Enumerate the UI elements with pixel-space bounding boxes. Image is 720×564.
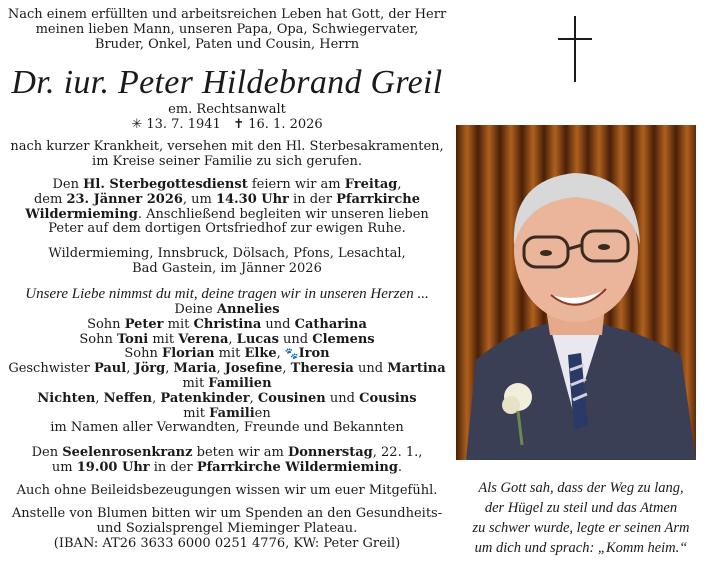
mourner-name: Toni [117, 331, 149, 347]
death-notice-line: nach kurzer Krankheit, versehen mit den Hl. Sterbesakramenten, [10, 139, 444, 154]
paw-print-icon: 🐾 [284, 347, 299, 361]
text: Den [52, 177, 84, 192]
service-place: Pfarrkirche [336, 191, 421, 207]
donation-line: Anstelle von Blumen bitten wir um Spenden an den Gesundheits- [11, 506, 443, 521]
text: und [261, 316, 295, 332]
service-name: Hl. Sterbegottesdienst [83, 177, 248, 192]
text: Sohn [124, 346, 162, 362]
cross-icon [558, 16, 592, 82]
funeral-line-4: Peter auf dem dortigen Ortsfriedhof zur ewigen Ruhe. [48, 221, 406, 237]
funeral-notice [4, 178, 450, 237]
intro-text [4, 8, 450, 52]
text: , [282, 361, 291, 377]
rosary-line-2 [4, 461, 450, 476]
places-line: Wildermieming, Innsbruck, Dölsach, Pfons, Lesachtal, [48, 246, 406, 261]
mourner-name: Neffen [103, 390, 153, 406]
mourner-son [4, 347, 450, 362]
mourner-son [4, 333, 450, 348]
text: , [152, 390, 161, 406]
mourner-name: Lucas [236, 331, 279, 347]
death-notice-line: im Kreise seiner Familie zu sich gerufen. [92, 153, 362, 169]
text: Den [31, 445, 63, 460]
life-dates [4, 118, 450, 133]
text: und [353, 361, 388, 377]
service-place: Wildermieming [25, 206, 138, 222]
mourner-son [4, 318, 450, 333]
text: mit [182, 375, 209, 391]
text: und [278, 331, 313, 347]
portrait-photo [456, 125, 696, 460]
mourner-siblings [4, 362, 450, 377]
farewell-quote [456, 478, 706, 558]
funeral-line-3 [4, 208, 450, 223]
mourner-name: Josefine [224, 361, 283, 377]
mourner-families [4, 407, 450, 422]
motto [4, 284, 450, 304]
mourner-name: Martina [387, 361, 446, 377]
text: , 22. 1., [372, 445, 423, 460]
intro-line: meinen lieben Mann, unseren Papa, Opa, Schwiegervater, [35, 21, 419, 37]
mourner-name: Theresia [290, 361, 354, 377]
text: beten wir am [192, 445, 288, 460]
death-cross-icon: ✝ [233, 116, 245, 132]
mourner-name: Patenkinder [160, 390, 250, 406]
deceased-title: em. Rechtsanwalt [168, 102, 286, 117]
rosary-place: Pfarrkirche Wildermieming [196, 459, 398, 475]
rosary-line-1 [4, 446, 450, 461]
donation-line: und Sozialsprengel Mieminger Plateau. [96, 520, 358, 536]
text: , um [182, 191, 217, 207]
death-date: 16. 1. 2026 [248, 116, 323, 132]
mourner-relatives [4, 392, 450, 407]
service-day: Freitag [344, 177, 398, 192]
donation-line: (IBAN: AT26 3633 6000 0251 4776, KW: Peter Greil) [53, 535, 401, 551]
rosary-time: 19.00 Uhr [76, 459, 150, 475]
text: , [126, 361, 135, 377]
text: , [276, 346, 285, 362]
text: , [216, 361, 225, 377]
mourner-name: Catharina [294, 316, 367, 332]
text: . Anschließend begleiten wir unseren lieben [137, 206, 429, 222]
text: . [397, 459, 403, 475]
quote-line: zu schwer wurde, legte er seinen Arm [472, 520, 690, 536]
mourner-name: Jörg [134, 361, 166, 377]
donation-request [4, 507, 450, 551]
text: Deine [174, 302, 217, 317]
text: , [397, 177, 402, 192]
text: dem [33, 191, 67, 207]
mourners-list [4, 303, 450, 436]
birth-date: 13. 7. 1941 [146, 116, 221, 132]
service-date: 23. Jänner 2026 [66, 191, 183, 207]
mourner-all: im Namen aller Verwandten, Freunde und Bekannten [50, 420, 404, 436]
mourner-name: Familien [208, 375, 272, 391]
quote-line: der Hügel zu steil und das Atmen [484, 500, 678, 516]
text: in der [288, 191, 337, 207]
rosary-notice [4, 446, 450, 476]
intro-line: Bruder, Onkel, Paten und Cousin, Herrn [94, 36, 360, 52]
mourner-name: Maria [173, 361, 217, 377]
text: , [249, 390, 258, 406]
places-date [4, 247, 450, 277]
mourner-name: Christina [193, 316, 262, 332]
text: in der [149, 459, 197, 475]
birth-symbol-icon: ✳ [131, 116, 143, 132]
text: Geschwister [8, 361, 94, 377]
mourner-name: Peter [124, 316, 164, 332]
condolence-text: Auch ohne Beileidsbezeugungen wissen wir um euer Mitgefühl. [16, 483, 438, 498]
mourner-families [4, 377, 450, 392]
text: mit [183, 405, 210, 421]
death-notice [4, 140, 450, 170]
text: , [95, 390, 104, 406]
mourner-name: Clemens [312, 331, 375, 347]
funeral-line-1 [4, 178, 450, 193]
deceased-details [4, 103, 450, 133]
deceased-name: Dr. iur. Peter Hildebrand Greil [11, 64, 443, 101]
service-time: 14.30 Uhr [216, 191, 289, 207]
text: und [325, 390, 360, 406]
rosary-day: Donnerstag [287, 445, 373, 460]
text: , [228, 331, 237, 347]
quote-line: um dich und sprach: „Komm heim.“ [474, 540, 688, 556]
funeral-line-2 [4, 193, 450, 208]
text: Sohn [87, 316, 125, 332]
mourner-wife [4, 303, 450, 318]
text: mit [148, 331, 179, 347]
mourner-name: Nichten [37, 390, 96, 406]
mourner-name: Cousinen [257, 390, 326, 406]
text: mit [163, 316, 194, 332]
motto-text: Unsere Liebe nimmst du mit, deine tragen wir in unseren Herzen ... [25, 286, 429, 302]
text: , [165, 361, 174, 377]
mourner-name: Annelies [216, 302, 280, 317]
text: en [254, 405, 271, 421]
mourner-name: Florian [161, 346, 215, 362]
text: um [51, 459, 77, 475]
mourner-name: Cousins [359, 390, 417, 406]
rosary-name: Seelenrosenkranz [62, 445, 193, 460]
quote-line: Als Gott sah, dass der Weg zu lang, [478, 480, 684, 496]
mourner-name: Paul [93, 361, 127, 377]
mourner-name: Famili [209, 405, 255, 421]
places-line: Bad Gastein, im Jänner 2026 [132, 260, 322, 276]
condolence-note [4, 484, 450, 499]
mourner-name: Iron [298, 346, 330, 362]
intro-line: Nach einem erfüllten und arbeitsreichen Leben hat Gott, der Herr [7, 7, 447, 22]
mourner-name: Verena [178, 331, 229, 347]
text: feiern wir am [247, 177, 345, 192]
text: Sohn [79, 331, 117, 347]
mourner-name: Elke [244, 346, 277, 362]
text: mit [214, 346, 245, 362]
